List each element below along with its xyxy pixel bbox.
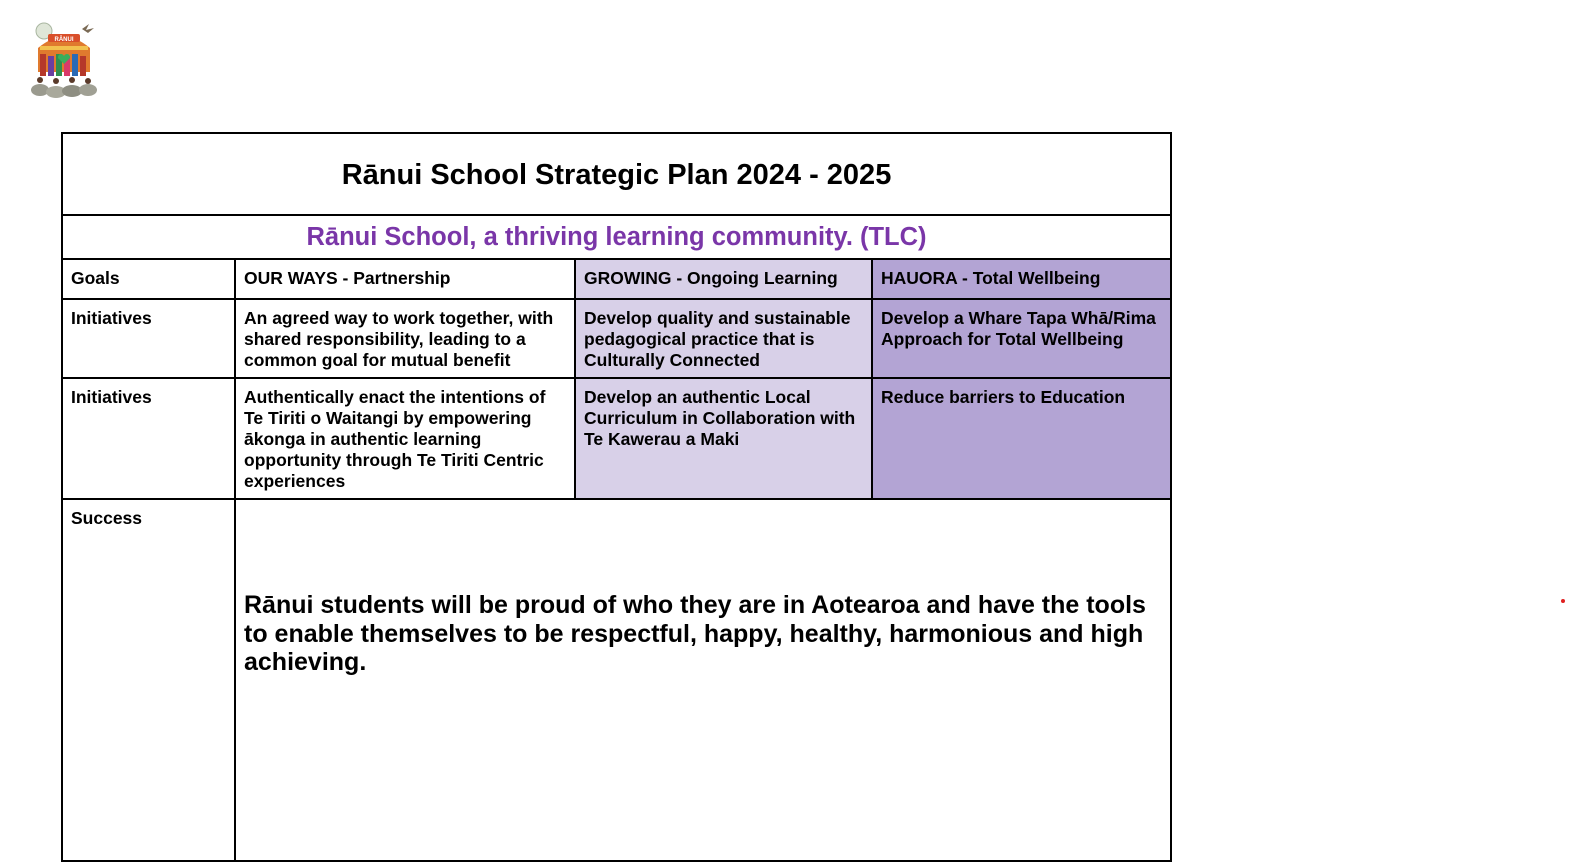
- school-logo-image: [26, 20, 102, 104]
- red-dot-marker: [1561, 599, 1565, 603]
- goal-growing: GROWING - Ongoing Learning: [575, 259, 872, 299]
- plan-title: Rānui School Strategic Plan 2024 - 2025: [62, 133, 1171, 215]
- success-statement: Rānui students will be proud of who they are in Aotearoa and have the tools to enable themselves to be respectful, happy, healthy, harmonious and high achieving.: [235, 499, 1171, 861]
- strategic-plan-table: [61, 132, 1172, 862]
- title-row: [62, 133, 1171, 215]
- initiative-hauora-1: Develop a Whare Tapa Whā/Rima Approach for Total Wellbeing: [872, 299, 1171, 378]
- initiative-growing-1: Develop quality and sustainable pedagogical practice that is Culturally Connected: [575, 299, 872, 378]
- plan-motto: Rānui School, a thriving learning community. (TLC): [62, 215, 1171, 259]
- success-row: [62, 499, 1171, 861]
- initiatives-label-1: Initiatives: [62, 299, 235, 378]
- goals-row: [62, 259, 1171, 299]
- goals-label: Goals: [62, 259, 235, 299]
- svg-text:RĀNUI: RĀNUI: [54, 37, 74, 43]
- success-label: Success: [62, 499, 235, 861]
- goal-hauora: HAUORA - Total Wellbeing: [872, 259, 1171, 299]
- motto-row: [62, 215, 1171, 259]
- initiative-hauora-2: Reduce barriers to Education: [872, 378, 1171, 499]
- initiatives-row-1: [62, 299, 1171, 378]
- initiatives-row-2: [62, 378, 1171, 499]
- initiatives-label-2: Initiatives: [62, 378, 235, 499]
- initiative-growing-2: Develop an authentic Local Curriculum in Collaboration with Te Kawerau a Maki: [575, 378, 872, 499]
- goal-our-ways: OUR WAYS - Partnership: [235, 259, 575, 299]
- initiative-our-ways-2: Authentically enact the intentions of Te Tiriti o Waitangi by empowering ākonga in authentic learning opportunity through Te Tiriti Centric experiences: [235, 378, 575, 499]
- initiative-our-ways-1: An agreed way to work together, with shared responsibility, leading to a common goal for mutual benefit: [235, 299, 575, 378]
